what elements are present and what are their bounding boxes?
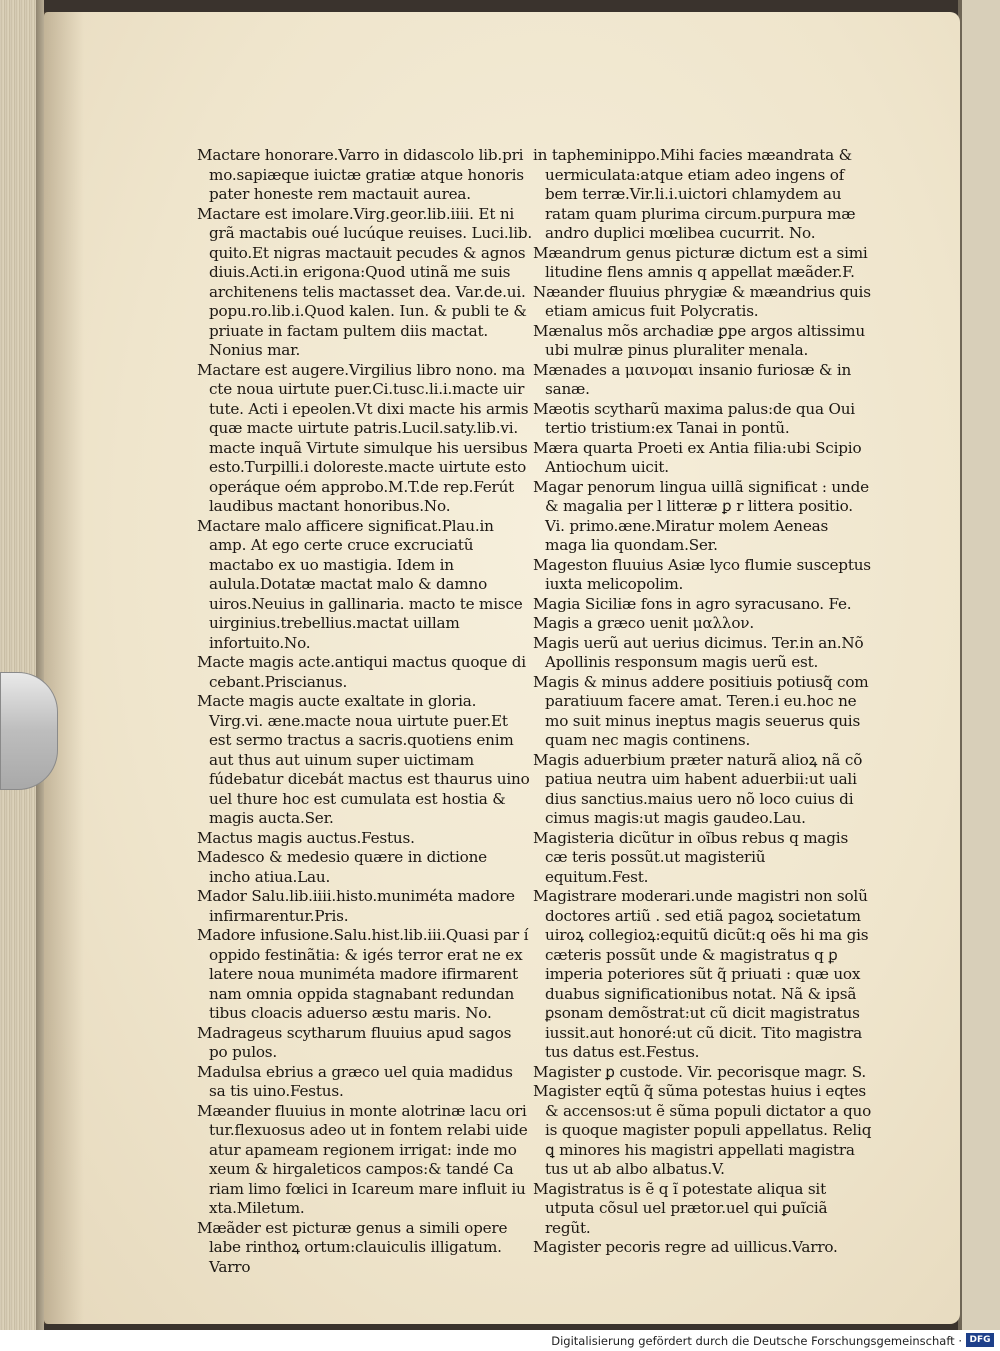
dictionary-entry: Magisteria dicũtur in oĩbus rebus q magis cæ teris possũt.ut magisteriũ equitum.Fest. [533, 828, 849, 886]
dictionary-entry: Mactare est augere.Virgilius libro nono. ma cte noua uirtute puer.Ci.tusc.li.i.macte uir tute. Acti i epeolen.Vt dixi macte his armis quæ macte uirtute patris.Lucil.saty.lib.vi. macte inquã Virtute simulque his uersibus esto.Turpilli.i doloreste.macte uirtute esto operáque oém approbo.M.T.de rep.Ferút laudibus mactant honoribus.No. [197, 360, 529, 515]
right-text-column [533, 146, 873, 1258]
adjacent-page-strip [962, 0, 1000, 1330]
dictionary-entry: Magistratus is ẽ q ĩ potestate aliqua sit utputa cõsul uel prætor.uel qui ꝑuĩciã regũt. [533, 1179, 828, 1237]
dictionary-entry: Macte magis acte.antiqui mactus quoque di cebant.Priscianus. [197, 653, 526, 691]
dictionary-entry: Mænades a μαινομαι insanio furiosæ & in sanæ. [533, 360, 852, 398]
footer-bar [0, 1330, 1000, 1351]
left-text-column [197, 146, 532, 1277]
dictionary-entry: Magis uerũ aut uerius dicimus. Ter.in an.Nõ Apollinis responsum magis uerũ est. [533, 633, 864, 671]
dictionary-entry: Madesco & medesio quære in dictione incho atiua.Lau. [197, 848, 487, 886]
dfg-logo-icon: DFG [966, 1333, 994, 1347]
dictionary-entry: Madrageus scytharum fluuius apud sagos po pulos. [197, 1023, 512, 1061]
dictionary-entry: Magister eqtũ q̃ sũma potestas huius i eqtes & accensos:ut ẽ sũma populi dictator a quo is quoque magister populi appellatus. Reliq ꝗ minores his magistri appellati magistra tus ut ab albo albatus.V. [533, 1082, 872, 1178]
dictionary-entry: Mactare honorare.Varro in didascolo lib.pri mo.sapiæque iuictæ gratiæ atque honoris pater honeste rem mactauit aurea. [197, 146, 524, 203]
page-clip [0, 672, 58, 790]
dictionary-entry: Magar penorum lingua uillã significat : unde & magalia per l litteræ ꝑ r littera positio. Vi. primo.æne.Miratur molem Aeneas maga lia quondam.Ser. [533, 477, 869, 554]
funding-note: Digitalisierung gefördert durch die Deutsche Forschungsgemeinschaft · [551, 1334, 962, 1348]
dictionary-entry: Magia Siciliæ fons in agro syracusano. Fe. [533, 594, 852, 613]
dictionary-entry: in tapheminippo.Mihi facies mæandrata & uermiculata:atque etiam adeo ingens of bem terræ.Vir.li.i.uictori chlamydem au ratam quam plurima circum.purpura mæ andro duplici mœlibea cucurrit. No. [533, 146, 856, 242]
dictionary-entry: Magis a græco uenit μαλλον. [533, 614, 754, 632]
gutter-shade [44, 12, 84, 1324]
dictionary-entry: Madulsa ebrius a græco uel quia madidus sa tis uino.Festus. [197, 1062, 513, 1100]
dictionary-entry: Magister pecoris regre ad uillicus.Varro. [533, 1238, 838, 1256]
dictionary-entry: Næander fluuius phrygiæ & mæandrius quis etiam amicus fuit Polycratis. [533, 282, 871, 320]
book-edge-shadow [36, 0, 44, 1330]
dictionary-entry: Mageston fluuius Asiæ lyco flumie susceptus iuxta melicopolim. [533, 555, 871, 593]
dictionary-entry: Mæandrum genus picturæ dictum est a simi litudine flens amnis q appellat mæãder.F. [533, 243, 868, 281]
dictionary-entry: Mænalus mõs archadiæ ꝑpe argos altissimu ubi mulræ pinus pluraliter menala. [533, 321, 865, 359]
dictionary-entry: Mactus magis auctus.Festus. [197, 828, 415, 847]
dictionary-entry: Mæra quarta Proeti ex Antia filia:ubi Scipio Antiochum uicit. [533, 438, 862, 476]
dictionary-entry: Mæotis scytharũ maxima palus:de qua Oui tertio tristium:ex Tanai in pontũ. [533, 399, 855, 437]
dictionary-entry: Magis aduerbium præter naturã alioꝝ nã cõ patiua neutra uim habent aduerbii:ut uali dius sanctius.maius uero nõ loco cuius di cimus magis:ut magis gaudeo.Lau. [533, 750, 863, 827]
dictionary-entry: Magis & minus addere positiuis potiusq̃ com paratiuum facere amat. Teren.i eu.hoc ne mo suit minus ineptus magis seuerus quis quam nec magis continens. [533, 672, 869, 749]
dictionary-entry: Madore infusione.Salu.hist.lib.iii.Quasi par í oppido festinãtia: & igés terror erat ne ex latere noua muniméta madore ifirmarent nam omnia oppida stagnabant redundan tibus cloacis aduerso æstu maris. No. [197, 926, 529, 1022]
dictionary-entry: Macte magis aucte exaltate in gloria. Virg.vi. æne.macte noua uirtute puer.Et est sermo tractus a sacris.quotiens enim aut thus aut uinum super uictimam fúdebatur dicebát mactus est thaurus uino uel thure hoc est cumulata est hostia & magis aucta.Ser. [197, 692, 530, 827]
dictionary-entry: Magister ꝑ custode. Vir. pecorisque magr. S. [533, 1062, 867, 1081]
dictionary-entry: Mæander fluuius in monte alotrinæ lacu ori tur.flexuosus adeo ut in fontem relabi uide atur apameam regionem irrigat: inde mo xeum & hirgaleticos campos:& tandé Ca riam limo fœlici in Icareum mare influit iu xta.Miletum. [197, 1101, 528, 1217]
dictionary-entry: Mactare est imolare.Virg.geor.lib.iiii. Et ni grã mactabis oué lucúque reuises. Luci.lib. quito.Et nigras mactauit pecudes & agnos diuis.Acti.in erigona:Quod utinã me suis architenens telis mactasset dea. Var.de.ui. popu.ro.lib.i.Quod kalen. Iun. & publi te & priuate in factam pultem diis mactat. Nonius mar. [197, 204, 533, 359]
dictionary-entry: Mæãder est picturæ genus a simili opere labe rinthoꝝ ortum:clauiculis illigatum. Varro [197, 1218, 508, 1276]
dictionary-entry: Mactare malo afficere significat.Plau.in amp. At ego certe cruce excruciatũ mactabo ex uo mastigia. Idem in aulula.Dotatæ mactat malo & damno uiros.Neuius in gallinaria. macto te misce uirginius.trebellius.mactat uillam infortuito.No. [197, 516, 523, 652]
dictionary-entry: Magistrare moderari.unde magistri non solũ doctores artiũ . sed etiã pagoꝝ societatum uiroꝝ collegioꝝ:equitũ dicũt:q oẽs hi ma gis cæteris possũt unde & magistratus q ꝑ imperia poteriores sũt q̃ priuati : quæ uox duabus significationibus notat. Nã & ipsã ꝑsonam demõstrat:ut cũ dicit magistratus iussit.aut honoré:ut cũ dicit. Tito magistra tus datus est.Festus. [533, 887, 869, 1061]
dictionary-entry: Mador Salu.lib.iiii.histo.muniméta madore infirmarentur.Pris. [197, 887, 515, 925]
